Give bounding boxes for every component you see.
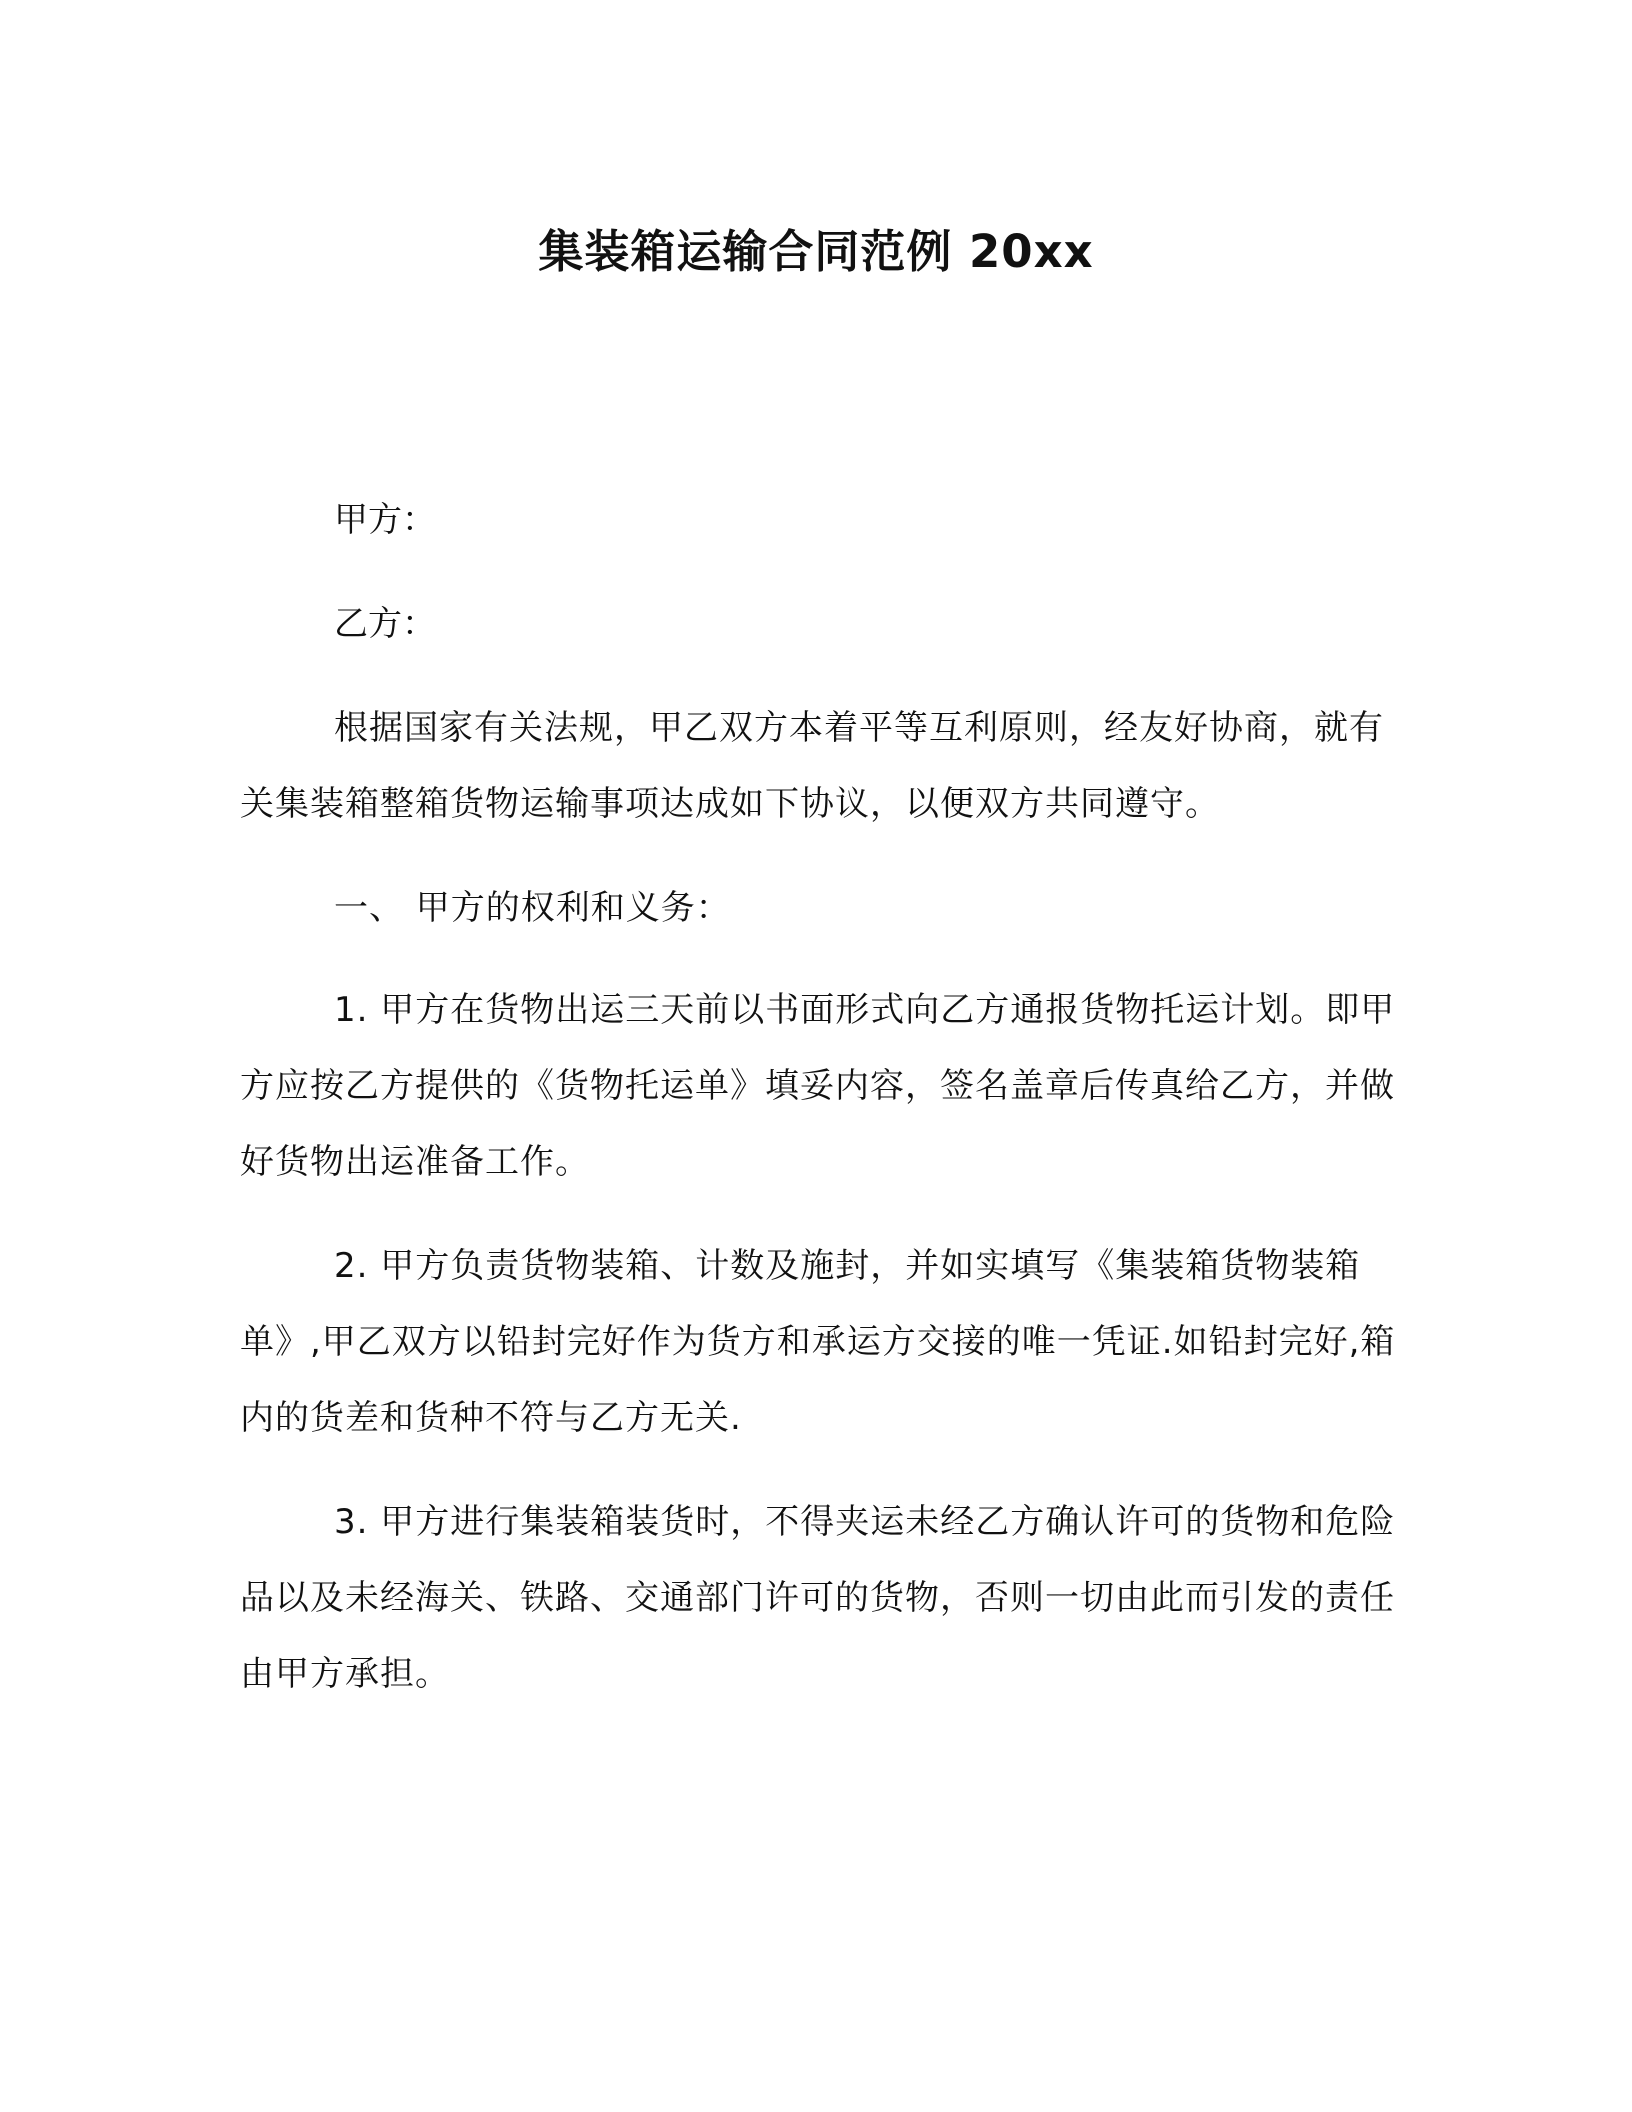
intro-paragraph: 根据国家有关法规，甲乙双方本着平等互利原则，经友好协商，就有关集装箱整箱货物运输事项达成如下协议，以便双方共同遵守。 (240, 708, 1384, 824)
section-heading: 一、 甲方的权利和义务： (334, 888, 731, 928)
clause-1: 1. 甲方在货物出运三天前以书面形式向乙方通报货物托运计划。即甲方应按乙方提供的《货物托运单》填妥内容，签名盖章后传真给乙方，并做好货物出运准备工作。 (240, 990, 1396, 1182)
document-title: 集装箱运输合同范例 20xx (538, 225, 1094, 278)
clause-3: 3. 甲方进行集装箱装货时，不得夹运未经乙方确认许可的货物和危险品以及未经海关、铁路、交通部门许可的货物，否则一切由此而引发的责任由甲方承担。 (240, 1502, 1396, 1694)
party-b-label: 乙方： (334, 604, 436, 644)
party-a-label: 甲方： (334, 500, 436, 540)
clause-2: 2. 甲方负责货物装箱、计数及施封，并如实填写《集装箱货物装箱单》,甲乙双方以铅封完好作为货方和承运方交接的唯一凭证.如铅封完好,箱内的货差和货种不符与乙方无关. (240, 1246, 1396, 1438)
